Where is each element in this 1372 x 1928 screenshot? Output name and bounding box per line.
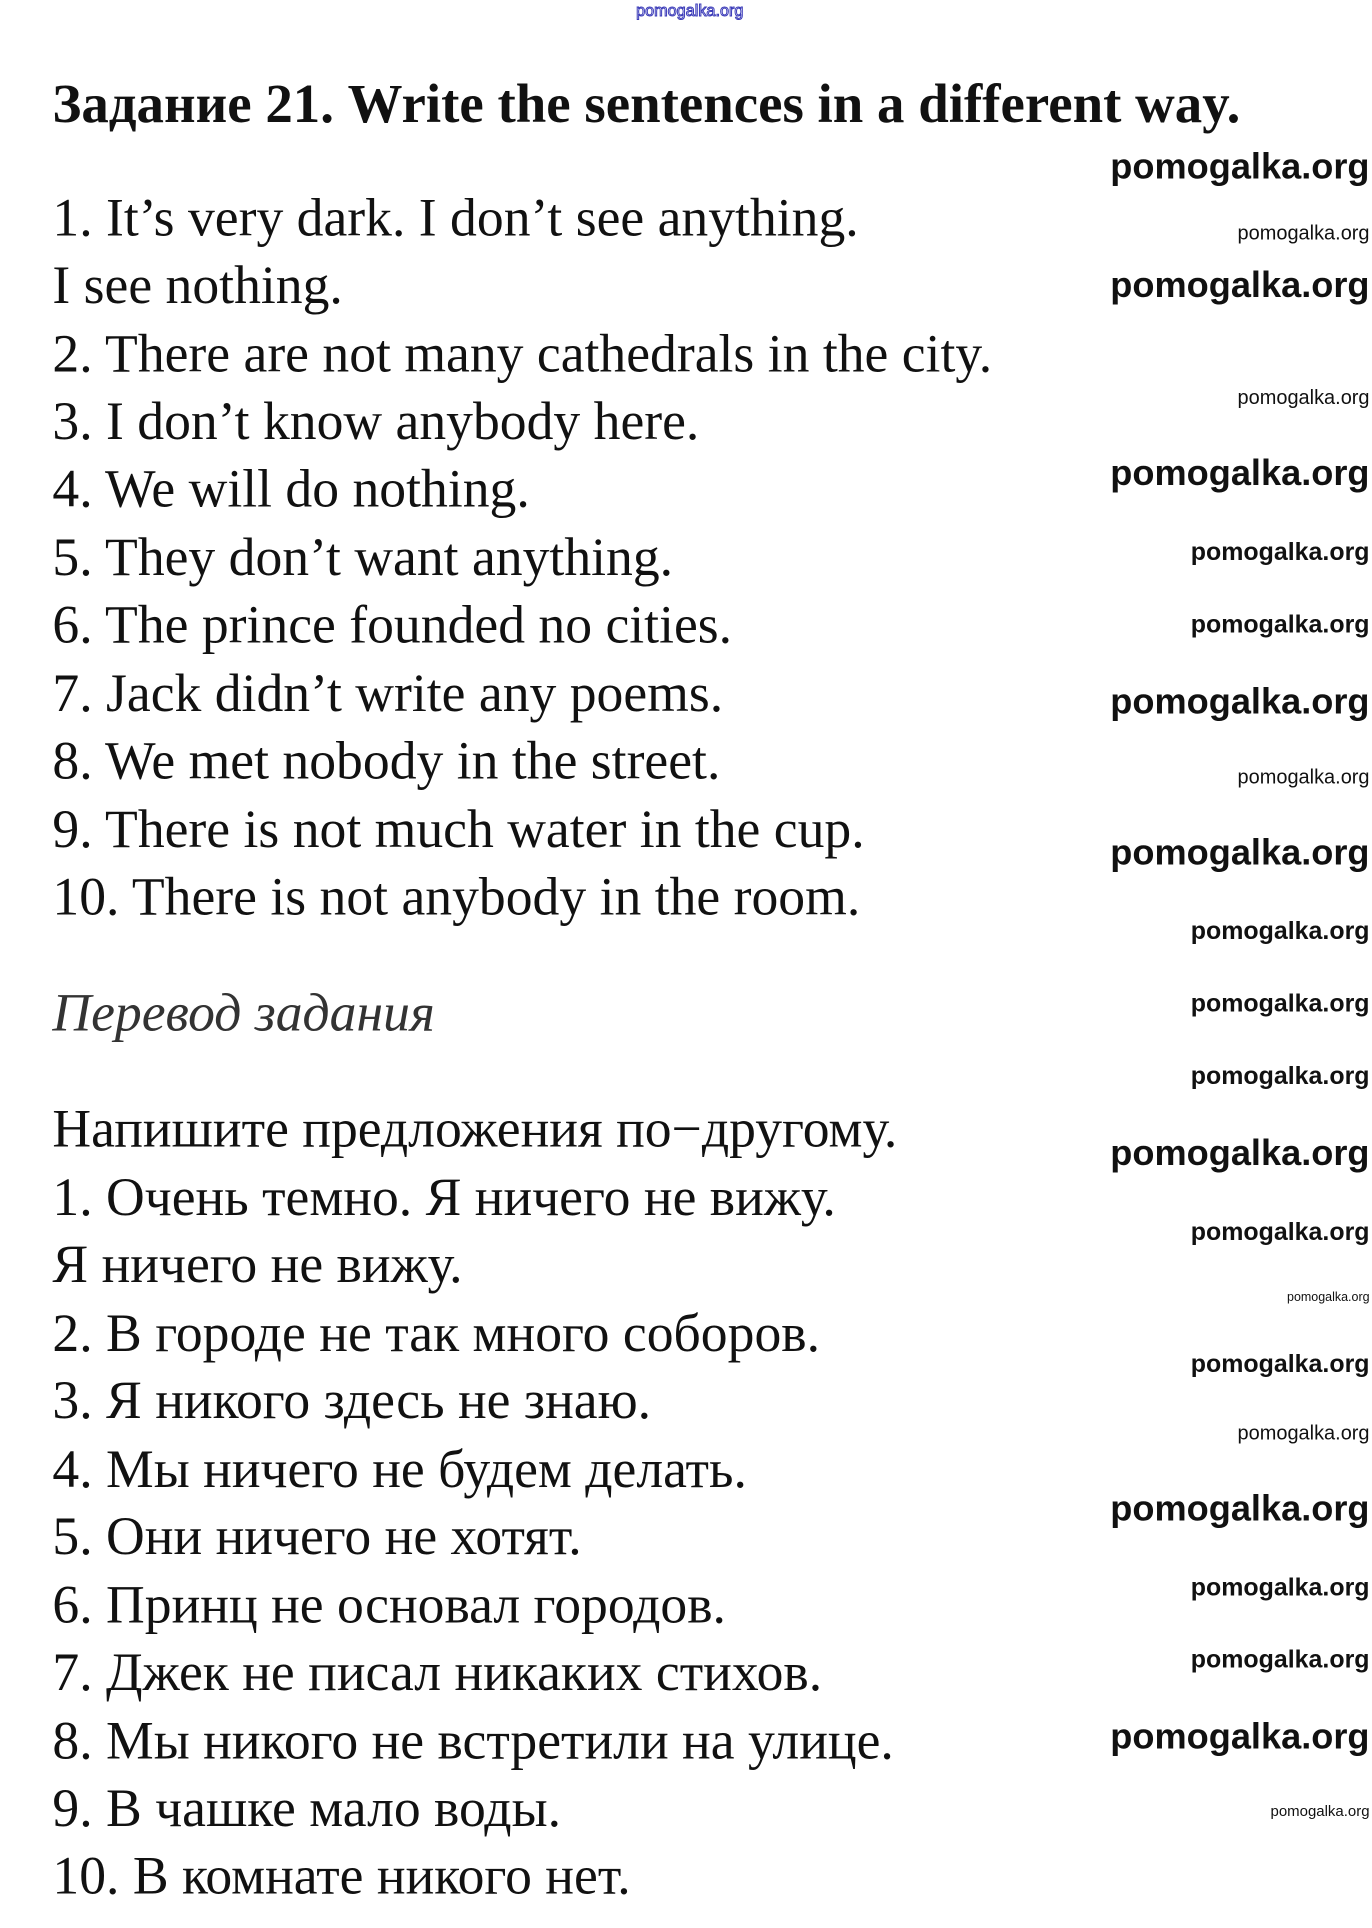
watermark: pomogalka.org [1190, 918, 1370, 946]
russian-line: Я ничего не вижу. [52, 1236, 463, 1295]
english-line: 9. There is not much water in the cup. [52, 800, 865, 860]
translation-heading: Перевод задания [52, 984, 435, 1043]
watermark: pomogalka.org [1110, 682, 1370, 723]
english-line: 5. They don’t want anything. [52, 528, 674, 588]
watermark: pomogalka.org [1110, 833, 1370, 874]
watermark: pomogalka.org [1190, 1646, 1370, 1674]
task-title: Задание 21. Write the sentences in a different way. [52, 73, 1241, 135]
russian-line: 10. В комнате никого нет. [52, 1847, 631, 1906]
watermark: pomogalka.org [1110, 1489, 1370, 1530]
watermark: pomogalka.org [1190, 1062, 1370, 1091]
watermark: pomogalka.org [636, 1, 744, 20]
watermark: pomogalka.org [1237, 387, 1370, 410]
russian-line: 2. В городе не так много соборов. [52, 1304, 821, 1364]
watermark: pomogalka.org [1190, 1350, 1370, 1379]
english-line: 10. There is not anybody in the room. [52, 868, 861, 927]
watermark: pomogalka.org [1270, 1802, 1370, 1820]
russian-line: 5. Они ничего не хотят. [52, 1507, 582, 1567]
english-line: 6. The prince founded no cities. [52, 596, 733, 655]
watermark: pomogalka.org [1110, 454, 1370, 494]
russian-line: 8. Мы никого не встретили на улице. [52, 1712, 894, 1772]
english-line: 4. We will do nothing. [52, 460, 530, 519]
english-line: 3. I don’t know anybody here. [52, 392, 700, 452]
english-line: 7. Jack didn’t write any poems. [52, 664, 724, 724]
russian-line: 6. Принц не основал городов. [52, 1576, 726, 1636]
watermark: pomogalka.org [1110, 1133, 1370, 1174]
watermark: pomogalka.org [1110, 1717, 1370, 1758]
watermark: pomogalka.org [1237, 1423, 1370, 1445]
english-line: I see nothing. [52, 256, 343, 316]
watermark: pomogalka.org [1190, 1574, 1370, 1602]
english-line: 8. We met nobody in the street. [52, 732, 721, 791]
watermark: pomogalka.org [1237, 223, 1370, 245]
watermark: pomogalka.org [1190, 538, 1370, 567]
watermark: pomogalka.org [1237, 767, 1370, 789]
russian-line: Напишите предложения по−другому. [52, 1100, 898, 1159]
watermark: pomogalka.org [1287, 1290, 1370, 1305]
watermark: pomogalka.org [1110, 265, 1370, 306]
russian-line: 3. Я никого здесь не знаю. [52, 1372, 652, 1431]
russian-line: 7. Джек не писал никаких стихов. [52, 1643, 823, 1703]
russian-line: 4. Мы ничего не будем делать. [52, 1440, 747, 1500]
watermark: pomogalka.org [1110, 147, 1370, 188]
watermark: pomogalka.org [1190, 611, 1370, 639]
watermark: pomogalka.org [1190, 990, 1370, 1018]
watermark: pomogalka.org [1190, 1218, 1370, 1247]
english-line: 1. It’s very dark. I don’t see anything. [52, 189, 859, 249]
russian-line: 9. В чашке мало воды. [52, 1779, 562, 1839]
russian-line: 1. Очень темно. Я ничего не вижу. [52, 1168, 836, 1228]
english-line: 2. There are not many cathedrals in the city. [52, 325, 993, 385]
